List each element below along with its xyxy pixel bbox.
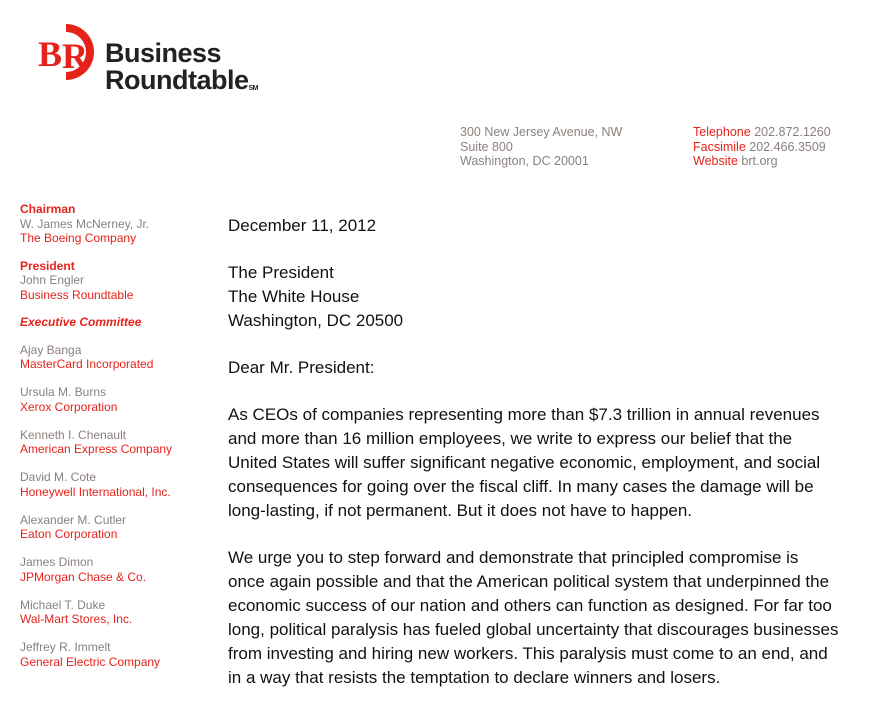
address-line: 300 New Jersey Avenue, NW (460, 125, 623, 139)
member-company: JPMorgan Chase & Co. (20, 569, 147, 584)
committee-member (20, 598, 210, 627)
logo-line1: Business (105, 38, 222, 68)
svg-text:R: R (62, 36, 88, 76)
committee-member (20, 343, 210, 372)
member-name: Kenneth I. Chenault (20, 427, 127, 442)
paragraph-line: As CEOs of companies representing more than $7.3 trillion in annual revenues (228, 405, 820, 424)
leadership-sidebar (20, 202, 210, 683)
telephone: Telephone 202.872.1260 (693, 125, 831, 139)
logo-wordmark (105, 40, 258, 94)
paragraph-line: long, political paralysis has fueled global uncertainty that discourages businesses (228, 620, 839, 639)
member-name: Michael T. Duke (20, 597, 106, 612)
paragraph-line: We urge you to step forward and demonstrate that principled compromise is (228, 548, 799, 567)
paragraph-line: economic success of our nation and others can function as designed. For far too (228, 596, 832, 615)
paragraph-line: and more than 16 million employees, we write to express our belief that the (228, 429, 793, 448)
member-name: Alexander M. Cutler (20, 512, 127, 527)
chairman-block: Chairman W. James McNerney, Jr. The Boeing Company (20, 202, 150, 245)
contact-info (693, 125, 831, 169)
paragraph-line: from investing and hiring new workers. This paralysis must come to an end, and (228, 644, 828, 663)
paragraph (228, 546, 838, 690)
committee-member (20, 555, 210, 584)
paragraph-line: in a way that resists the temptation to declare winners and losers. (228, 668, 721, 687)
brt-logo (38, 20, 278, 100)
member-name: Ursula M. Burns (20, 385, 107, 399)
recipient-address: The President The White House Washington, DC 20500 (228, 263, 404, 330)
member-company: American Express Company (20, 442, 173, 456)
facsimile: Facsimile 202.466.3509 (693, 139, 826, 154)
svg-text:B: B (38, 34, 63, 74)
president-block: President John Engler Business Roundtable (20, 258, 134, 302)
member-company: Xerox Corporation (20, 399, 118, 414)
logo-line2: Roundtable (105, 65, 249, 95)
member-company: Honeywell International, Inc. (20, 484, 171, 499)
logo-tm: SM (248, 85, 258, 92)
committee-member (20, 513, 210, 542)
paragraph (228, 403, 838, 523)
committee-member (20, 428, 210, 457)
website: Website brt.org (693, 154, 778, 168)
member-company: MasterCard Incorporated (20, 357, 154, 371)
paragraph-line: once again possible and that the American political system that underpinned the (228, 572, 830, 591)
member-name: Jeffrey R. Immelt (20, 640, 111, 654)
member-name: James Dimon (20, 555, 94, 569)
letter-date: December 11, 2012 (228, 216, 377, 235)
member-company: Eaton Corporation (20, 527, 118, 541)
committee-member (20, 385, 210, 414)
street-address (460, 125, 622, 169)
member-name: Ajay Banga (20, 342, 82, 357)
br-logo-mark-icon (38, 22, 98, 82)
salutation: Dear Mr. President: (228, 358, 375, 377)
paragraph-line: United States will suffer significant negative economic, employment, and social (228, 453, 821, 472)
committee-member (20, 640, 210, 669)
member-company: General Electric Company (20, 654, 161, 669)
paragraph-line: consequences for going over the fiscal cliff. In many cases the damage will be (228, 477, 814, 496)
committee-member (20, 470, 210, 499)
address-line: Washington, DC 20001 (460, 154, 589, 168)
member-company: Wal-Mart Stores, Inc. (20, 612, 133, 626)
paragraph-line: long-lasting, if not permanent. But it does not have to happen. (228, 501, 693, 520)
letter-body (228, 214, 838, 713)
executive-committee-heading: Executive Committee (20, 315, 142, 329)
address-line: Suite 800 (460, 139, 513, 154)
member-name: David M. Cote (20, 470, 97, 484)
